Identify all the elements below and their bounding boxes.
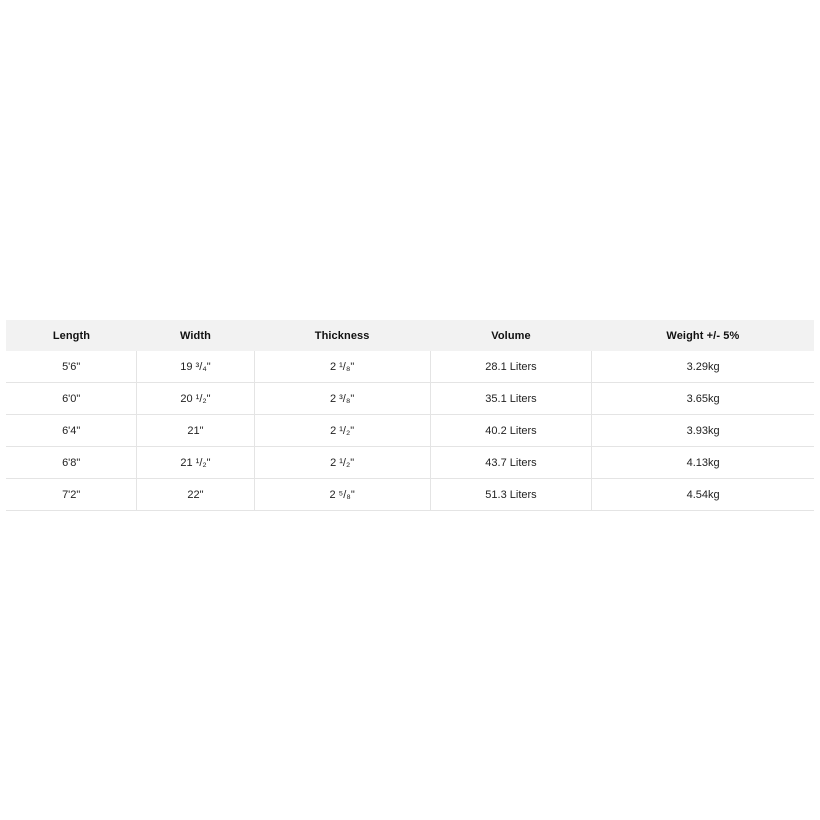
cell-width: 21 ¹/₂" (137, 447, 254, 479)
cell-thickness: 2 ¹/₂" (254, 447, 430, 479)
cell-width: 20 ¹/₂" (137, 383, 254, 415)
cell-length: 6'4" (6, 415, 137, 447)
cell-length: 5'6" (6, 351, 137, 383)
cell-length: 6'0" (6, 383, 137, 415)
cell-volume: 40.2 Liters (430, 415, 592, 447)
board-specifications-table (6, 320, 814, 511)
cell-volume: 51.3 Liters (430, 479, 592, 511)
cell-volume: 28.1 Liters (430, 351, 592, 383)
table-row (6, 415, 814, 447)
table-header-row (6, 320, 814, 351)
table-row (6, 447, 814, 479)
cell-width: 22" (137, 479, 254, 511)
cell-volume: 35.1 Liters (430, 383, 592, 415)
spec-table-container (6, 320, 814, 511)
table-body (6, 351, 814, 511)
table-row (6, 383, 814, 415)
table-header (6, 320, 814, 351)
cell-thickness: 2 ⁵/₈" (254, 479, 430, 511)
cell-thickness: 2 ¹/₈" (254, 351, 430, 383)
cell-weight: 4.54kg (592, 479, 814, 511)
column-header-length: Length (6, 320, 137, 351)
cell-weight: 3.29kg (592, 351, 814, 383)
cell-width: 19 ³/₄" (137, 351, 254, 383)
column-header-volume: Volume (430, 320, 592, 351)
cell-length: 6'8" (6, 447, 137, 479)
table-row (6, 351, 814, 383)
cell-thickness: 2 ³/₈" (254, 383, 430, 415)
column-header-width: Width (137, 320, 254, 351)
cell-weight: 3.65kg (592, 383, 814, 415)
column-header-weight: Weight +/- 5% (592, 320, 814, 351)
column-header-thickness: Thickness (254, 320, 430, 351)
cell-length: 7'2" (6, 479, 137, 511)
cell-weight: 4.13kg (592, 447, 814, 479)
table-row (6, 479, 814, 511)
cell-width: 21" (137, 415, 254, 447)
cell-volume: 43.7 Liters (430, 447, 592, 479)
cell-thickness: 2 ¹/₂" (254, 415, 430, 447)
cell-weight: 3.93kg (592, 415, 814, 447)
